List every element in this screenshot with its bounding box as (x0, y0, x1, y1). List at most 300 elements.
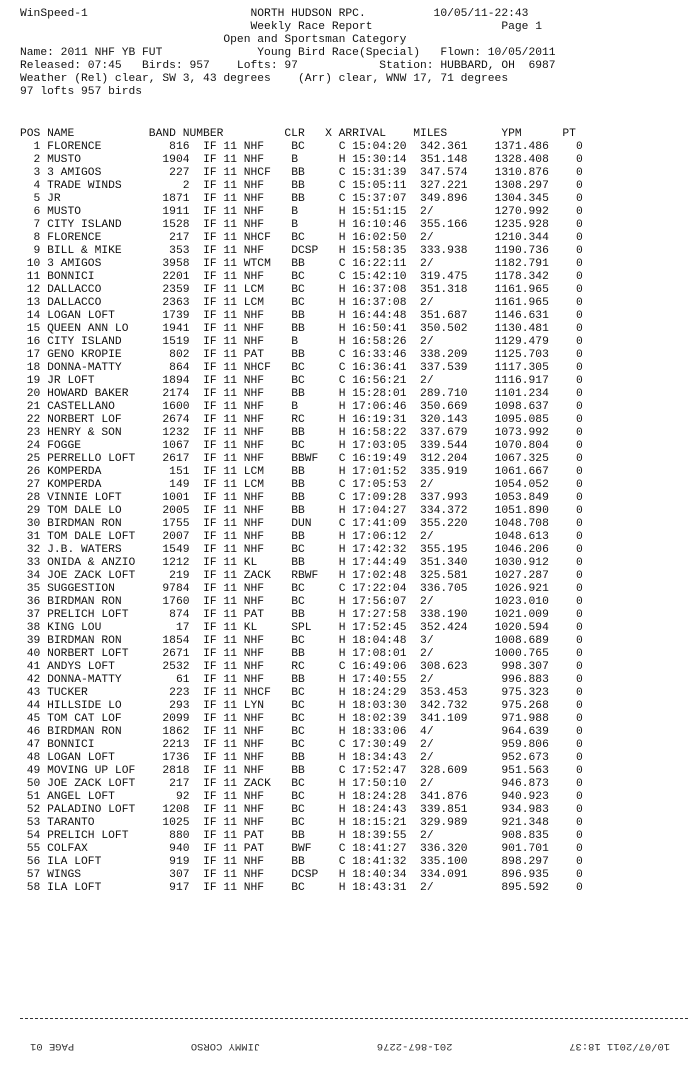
row-sex: C (338, 765, 346, 777)
table-row (20, 843, 583, 855)
row-pos: 54 (20, 830, 41, 842)
row-arrival: 16:19:49 (352, 453, 414, 465)
row-name: BILL & MIKE (47, 245, 143, 257)
row-pos: 28 (20, 492, 41, 504)
row-color: BC (291, 583, 326, 595)
table-row (20, 349, 583, 361)
row-color: BB (291, 648, 326, 660)
row-pos: 26 (20, 466, 41, 478)
row-band-number: 2005 (155, 505, 190, 517)
row-band-code: IF 11 NHF (203, 531, 285, 543)
row-points: 0 (548, 518, 583, 530)
table-row (20, 765, 583, 777)
row-color: BBWF (291, 453, 326, 465)
header-line-totals: 97 lofts 957 birds (20, 86, 143, 98)
row-band-number: 353 (155, 245, 190, 257)
table-row (20, 817, 583, 829)
table-row (20, 440, 583, 452)
row-sex: C (338, 141, 346, 153)
row-color: BB (291, 674, 326, 686)
row-ypm: 996.883 (487, 674, 549, 686)
row-sex: H (338, 830, 346, 842)
row-ypm: 1008.689 (487, 635, 549, 647)
row-arrival: 18:24:29 (352, 687, 414, 699)
row-band-code: IF 11 NHF (203, 310, 285, 322)
row-points: 0 (548, 414, 583, 426)
row-pos: 19 (20, 375, 41, 387)
row-color: BC (291, 232, 326, 244)
row-miles: 337.679 (420, 427, 475, 439)
row-name: ANDYS LOFT (47, 661, 143, 673)
row-points: 0 (548, 700, 583, 712)
row-ypm: 1020.594 (487, 622, 549, 634)
row-arrival: 17:30:49 (352, 739, 414, 751)
row-band-number: 2818 (155, 765, 190, 777)
row-name: CASTELLANO (47, 401, 143, 413)
row-name: J.B. WATERS (47, 544, 143, 556)
table-row (20, 271, 583, 283)
row-pos: 57 (20, 869, 41, 881)
row-band-number: 61 (155, 674, 190, 686)
table-row (20, 414, 583, 426)
row-color: SPL (291, 622, 326, 634)
row-pos: 32 (20, 544, 41, 556)
fax-sender: JIMMY CORSO (190, 1040, 261, 1052)
row-color: BB (291, 479, 326, 491)
row-sex: H (338, 414, 346, 426)
row-band-code: IF 11 ZACK (203, 570, 285, 582)
row-name: 3 AMIGOS (47, 167, 143, 179)
row-pos: 1 (20, 141, 41, 153)
row-arrival: 17:40:55 (352, 674, 414, 686)
row-miles: 320.143 (420, 414, 475, 426)
table-row (20, 713, 583, 725)
row-band-number: 917 (155, 882, 190, 894)
row-miles: 2/ (420, 232, 475, 244)
row-ypm: 1067.325 (487, 453, 549, 465)
row-name: BONNICI (47, 739, 143, 751)
row-name: BIRDMAN RON (47, 726, 143, 738)
row-sex: H (338, 440, 346, 452)
row-ypm: 896.935 (487, 869, 549, 881)
row-sex: H (338, 206, 346, 218)
fax-footer-upside-down (30, 1036, 670, 1052)
row-band-number: 1212 (155, 557, 190, 569)
table-row (20, 362, 583, 374)
row-name: KOMPERDA (47, 466, 143, 478)
row-name: COLFAX (47, 843, 143, 855)
row-band-code: IF 11 NHF (203, 505, 285, 517)
row-name: JOE ZACK LOFT (47, 570, 143, 582)
row-color: BC (291, 700, 326, 712)
row-pos: 51 (20, 791, 41, 803)
row-miles: 328.609 (420, 765, 475, 777)
row-pos: 16 (20, 336, 41, 348)
row-points: 0 (548, 219, 583, 231)
row-band-number: 1755 (155, 518, 190, 530)
row-name: LOGAN LOFT (47, 752, 143, 764)
row-band-number: 816 (155, 141, 190, 153)
row-arrival: 18:40:34 (352, 869, 414, 881)
row-points: 0 (548, 310, 583, 322)
row-miles: 2/ (420, 752, 475, 764)
row-points: 0 (548, 440, 583, 452)
row-pos: 53 (20, 817, 41, 829)
row-miles: 355.220 (420, 518, 475, 530)
row-ypm: 1073.992 (487, 427, 549, 439)
row-name: ONIDA & ANZIO (47, 557, 143, 569)
row-pos: 56 (20, 856, 41, 868)
row-band-number: 2099 (155, 713, 190, 725)
row-name: PRELICH LOFT (47, 609, 143, 621)
row-miles: 355.166 (420, 219, 475, 231)
row-pos: 3 (20, 167, 41, 179)
row-miles: 347.574 (420, 167, 475, 179)
row-band-number: 1862 (155, 726, 190, 738)
row-band-number: 864 (155, 362, 190, 374)
table-row (20, 609, 583, 621)
row-points: 0 (548, 635, 583, 647)
row-name: VINNIE LOFT (47, 492, 143, 504)
row-color: BB (291, 180, 326, 192)
row-arrival: 17:56:07 (352, 596, 414, 608)
row-color: BC (291, 726, 326, 738)
row-miles: 334.091 (420, 869, 475, 881)
row-sex: C (338, 492, 346, 504)
table-row (20, 466, 583, 478)
row-arrival: 17:52:45 (352, 622, 414, 634)
table-row (20, 284, 583, 296)
row-pos: 46 (20, 726, 41, 738)
row-band-code: IF 11 PAT (203, 349, 285, 361)
row-miles: 341.876 (420, 791, 475, 803)
row-pos: 12 (20, 284, 41, 296)
row-sex: H (338, 713, 346, 725)
table-row (20, 245, 583, 257)
row-name: DONNA-MATTY (47, 674, 143, 686)
row-color: BB (291, 752, 326, 764)
row-pos: 33 (20, 557, 41, 569)
row-band-number: 223 (155, 687, 190, 699)
row-pos: 18 (20, 362, 41, 374)
row-color: B (291, 336, 326, 348)
row-pos: 6 (20, 206, 41, 218)
row-pos: 21 (20, 401, 41, 413)
row-band-number: 2674 (155, 414, 190, 426)
row-band-number: 1208 (155, 804, 190, 816)
row-miles: 329.989 (420, 817, 475, 829)
row-miles: 355.195 (420, 544, 475, 556)
row-color: BB (291, 856, 326, 868)
row-ypm: 998.307 (487, 661, 549, 673)
row-points: 0 (548, 167, 583, 179)
results-table (20, 128, 583, 895)
row-name: GENO KROPIE (47, 349, 143, 361)
row-ypm: 1026.921 (487, 583, 549, 595)
row-color: BC (291, 596, 326, 608)
table-row (20, 323, 583, 335)
row-pos: 40 (20, 648, 41, 660)
row-band-number: 1911 (155, 206, 190, 218)
table-row (20, 518, 583, 530)
row-band-code: IF 11 NHF (203, 427, 285, 439)
table-row (20, 427, 583, 439)
row-miles: 342.361 (420, 141, 475, 153)
row-sex: C (338, 739, 346, 751)
row-points: 0 (548, 531, 583, 543)
row-name: HILLSIDE LO (47, 700, 143, 712)
row-ypm: 1098.637 (487, 401, 549, 413)
row-miles: 2/ (420, 375, 475, 387)
row-sex: H (338, 505, 346, 517)
row-miles: 2/ (420, 830, 475, 842)
row-ypm: 1048.613 (487, 531, 549, 543)
row-points: 0 (548, 570, 583, 582)
row-name: ILA LOFT (47, 882, 143, 894)
row-sex: H (338, 869, 346, 881)
row-sex: H (338, 245, 346, 257)
row-name: JOE ZACK LOFT (47, 778, 143, 790)
row-arrival: 15:31:39 (352, 167, 414, 179)
row-arrival: 17:08:01 (352, 648, 414, 660)
row-arrival: 16:33:46 (352, 349, 414, 361)
row-points: 0 (548, 791, 583, 803)
row-band-number: 219 (155, 570, 190, 582)
row-color: BB (291, 830, 326, 842)
row-arrival: 17:04:27 (352, 505, 414, 517)
row-sex: C (338, 518, 346, 530)
row-band-code: IF 11 WTCM (203, 258, 285, 270)
row-ypm: 1310.876 (487, 167, 549, 179)
row-band-code: IF 11 NHF (203, 193, 285, 205)
row-miles: 3/ (420, 635, 475, 647)
row-band-code: IF 11 ZACK (203, 778, 285, 790)
row-points: 0 (548, 674, 583, 686)
row-ypm: 908.835 (487, 830, 549, 842)
row-sex: H (338, 804, 346, 816)
row-arrival: 16:37:08 (352, 297, 414, 309)
row-arrival: 15:58:35 (352, 245, 414, 257)
row-pos: 25 (20, 453, 41, 465)
row-sex: H (338, 700, 346, 712)
row-band-code: IF 11 NHF (203, 856, 285, 868)
row-pos: 14 (20, 310, 41, 322)
header-line-program: WinSpeed-1 NORTH HUDSON RPC. 10/05/11-22:43 (20, 8, 529, 20)
row-points: 0 (548, 271, 583, 283)
row-ypm: 1117.305 (487, 362, 549, 374)
row-band-code: IF 11 PAT (203, 843, 285, 855)
row-band-code: IF 11 NHF (203, 401, 285, 413)
row-points: 0 (548, 583, 583, 595)
row-name: KOMPERDA (47, 479, 143, 491)
row-color: BB (291, 167, 326, 179)
row-ypm: 1182.791 (487, 258, 549, 270)
row-band-code: IF 11 NHF (203, 414, 285, 426)
row-color: DCSP (291, 869, 326, 881)
row-ypm: 1046.206 (487, 544, 549, 556)
row-ypm: 1190.736 (487, 245, 549, 257)
row-ypm: 898.297 (487, 856, 549, 868)
row-band-code: IF 11 NHF (203, 388, 285, 400)
row-band-number: 1739 (155, 310, 190, 322)
row-miles: 337.539 (420, 362, 475, 374)
row-points: 0 (548, 193, 583, 205)
row-sex: C (338, 349, 346, 361)
row-pos: 9 (20, 245, 41, 257)
header-line-race-name: Name: 2011 NHF YB FUT Young Bird Race(Special) Flown: 10/05/2011 (20, 47, 556, 59)
row-band-number: 802 (155, 349, 190, 361)
row-arrival: 17:09:28 (352, 492, 414, 504)
row-band-number: 919 (155, 856, 190, 868)
row-ypm: 1125.703 (487, 349, 549, 361)
row-sex: H (338, 310, 346, 322)
row-band-code: IF 11 NHF (203, 492, 285, 504)
row-color: BC (291, 817, 326, 829)
row-points: 0 (548, 297, 583, 309)
row-miles: 336.705 (420, 583, 475, 595)
row-ypm: 1070.804 (487, 440, 549, 452)
row-band-code: IF 11 NHF (203, 726, 285, 738)
row-points: 0 (548, 596, 583, 608)
row-band-code: IF 11 NHF (203, 713, 285, 725)
row-points: 0 (548, 765, 583, 777)
row-pos: 42 (20, 674, 41, 686)
row-color: BB (291, 427, 326, 439)
row-pos: 58 (20, 882, 41, 894)
row-sex: C (338, 843, 346, 855)
row-color: BC (291, 687, 326, 699)
row-color: BB (291, 258, 326, 270)
row-name: BIRDMAN RON (47, 518, 143, 530)
row-miles: 2/ (420, 297, 475, 309)
row-band-code: IF 11 NHF (203, 596, 285, 608)
row-points: 0 (548, 843, 583, 855)
row-points: 0 (548, 180, 583, 192)
row-arrival: 18:04:48 (352, 635, 414, 647)
row-sex: H (338, 882, 346, 894)
table-row (20, 557, 583, 569)
row-points: 0 (548, 869, 583, 881)
row-ypm: 1328.408 (487, 154, 549, 166)
row-sex: H (338, 609, 346, 621)
fax-timestamp: 10/07/2011 18:37 (569, 1040, 670, 1052)
row-color: BC (291, 882, 326, 894)
row-pos: 45 (20, 713, 41, 725)
row-miles: 350.502 (420, 323, 475, 335)
row-band-number: 940 (155, 843, 190, 855)
row-arrival: 18:24:43 (352, 804, 414, 816)
row-band-number: 227 (155, 167, 190, 179)
row-band-number: 2363 (155, 297, 190, 309)
row-points: 0 (548, 622, 583, 634)
row-arrival: 15:05:11 (352, 180, 414, 192)
row-pos: 8 (20, 232, 41, 244)
row-band-code: IF 11 NHF (203, 323, 285, 335)
row-ypm: 975.323 (487, 687, 549, 699)
row-band-number: 1760 (155, 596, 190, 608)
row-band-code: IF 11 LYN (203, 700, 285, 712)
row-arrival: 17:41:09 (352, 518, 414, 530)
row-points: 0 (548, 492, 583, 504)
row-miles: 2/ (420, 479, 475, 491)
row-miles: 339.851 (420, 804, 475, 816)
row-sex: C (338, 167, 346, 179)
row-pos: 35 (20, 583, 41, 595)
row-sex: H (338, 778, 346, 790)
row-miles: 2/ (420, 531, 475, 543)
row-arrival: 17:42:32 (352, 544, 414, 556)
row-band-code: IF 11 NHF (203, 375, 285, 387)
row-sex: C (338, 271, 346, 283)
row-band-number: 1067 (155, 440, 190, 452)
row-ypm: 1210.344 (487, 232, 549, 244)
row-pos: 11 (20, 271, 41, 283)
row-ypm: 1030.912 (487, 557, 549, 569)
row-band-number: 151 (155, 466, 190, 478)
table-row (20, 193, 583, 205)
row-points: 0 (548, 804, 583, 816)
row-sex: H (338, 219, 346, 231)
row-miles: 319.475 (420, 271, 475, 283)
row-name: JR (47, 193, 143, 205)
row-miles: 351.687 (420, 310, 475, 322)
table-row (20, 375, 583, 387)
row-ypm: 964.639 (487, 726, 549, 738)
row-band-number: 1941 (155, 323, 190, 335)
row-points: 0 (548, 453, 583, 465)
row-color: BC (291, 635, 326, 647)
row-band-code: IF 11 NHF (203, 271, 285, 283)
row-arrival: 17:52:47 (352, 765, 414, 777)
row-sex: H (338, 232, 346, 244)
row-band-code: IF 11 LCM (203, 466, 285, 478)
row-arrival: 18:33:06 (352, 726, 414, 738)
row-band-number: 1894 (155, 375, 190, 387)
row-color: B (291, 219, 326, 231)
row-color: BC (291, 271, 326, 283)
row-arrival: 18:41:27 (352, 843, 414, 855)
table-row (20, 479, 583, 491)
row-arrival: 17:44:49 (352, 557, 414, 569)
row-name: TOM CAT LOF (47, 713, 143, 725)
row-pos: 39 (20, 635, 41, 647)
row-points: 0 (548, 375, 583, 387)
row-band-number: 1854 (155, 635, 190, 647)
row-name: MUSTO (47, 154, 143, 166)
row-band-number: 217 (155, 778, 190, 790)
row-sex: H (338, 323, 346, 335)
row-pos: 13 (20, 297, 41, 309)
row-points: 0 (548, 713, 583, 725)
row-arrival: 18:15:21 (352, 817, 414, 829)
row-miles: 2/ (420, 739, 475, 751)
row-sex: C (338, 180, 346, 192)
table-row (20, 778, 583, 790)
row-sex: H (338, 726, 346, 738)
row-name: PRELICH LOFT (47, 830, 143, 842)
table-row (20, 648, 583, 660)
table-row (20, 180, 583, 192)
row-points: 0 (548, 752, 583, 764)
row-name: PERRELLO LOFT (47, 453, 143, 465)
row-color: BB (291, 492, 326, 504)
table-row (20, 856, 583, 868)
row-sex: H (338, 635, 346, 647)
row-miles: 351.318 (420, 284, 475, 296)
row-sex: H (338, 791, 346, 803)
row-name: BONNICI (47, 271, 143, 283)
table-row (20, 232, 583, 244)
